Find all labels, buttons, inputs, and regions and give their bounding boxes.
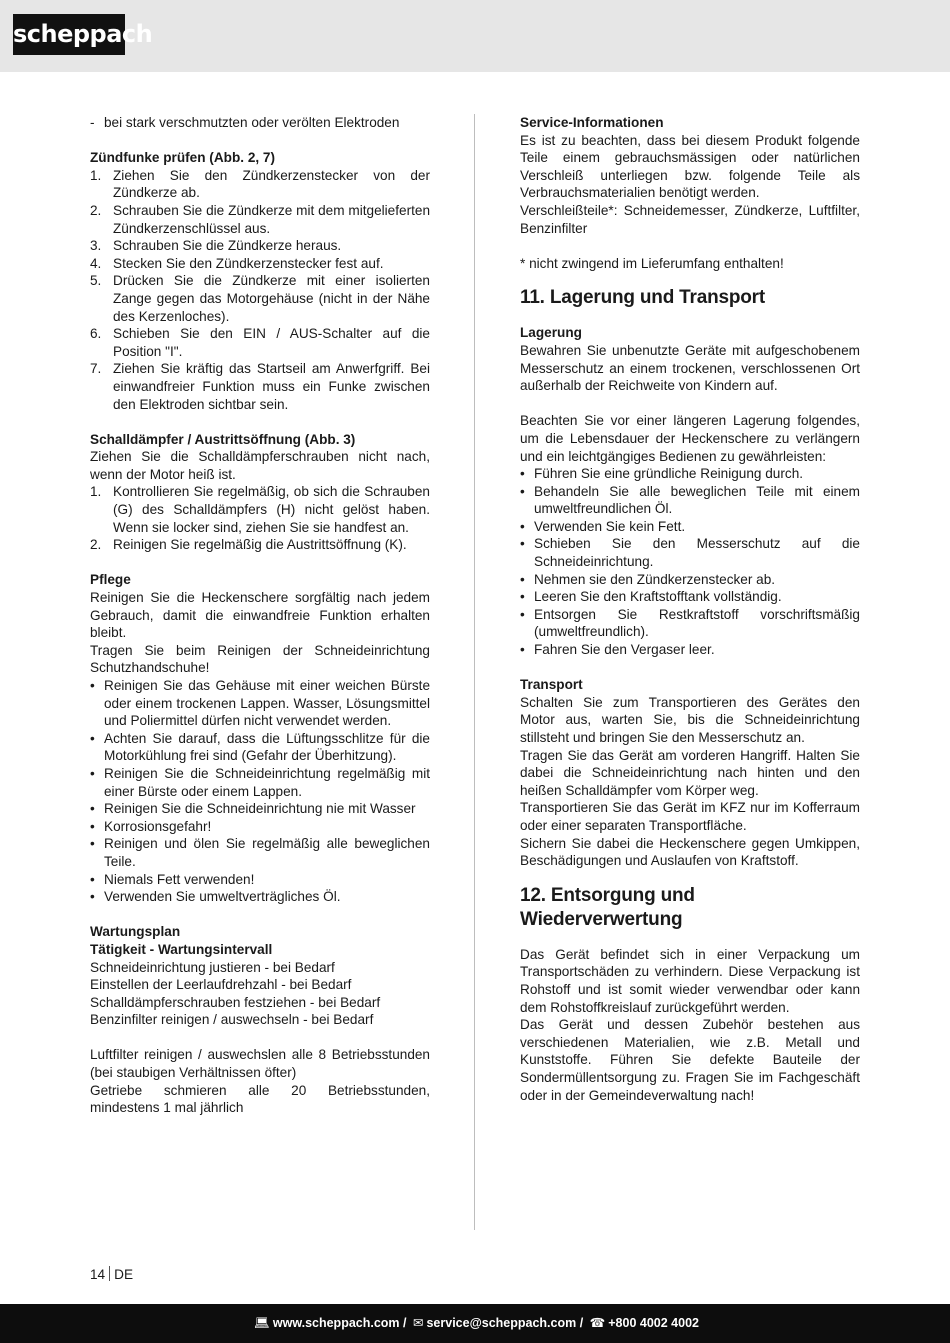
transport-paragraph: Transportieren Sie das Gerät im KFZ nur im Kofferraum oder einer separaten Transportfläche. [520,800,860,833]
care-paragraph: Reinigen Sie die Heckenschere sorgfältig nach jedem Gebrauch, damit die einwandfreie Funktion erhalten bleibt. [90,590,430,641]
list-item: • Leeren Sie den Kraftstofftank vollständig. [520,589,782,605]
list-item: 2. Schrauben Sie die Zündkerze mit dem mitgelieferten Zündkerzenschlüssel aus. [90,202,430,236]
page-footer [0,1304,950,1343]
list-item: 5. Drücken Sie die Zündkerze mit einer isolierten Zange gegen das Motorgehäuse (nicht in der Nähe des Kerzenloches). [90,273,430,324]
left-column [90,114,430,1117]
maintenance-line: Schneideinrichtung justieren - bei Bedarf [90,959,335,975]
page-header [0,0,950,72]
list-item: 3. Schrauben Sie die Zündkerze heraus. [90,238,342,254]
disposal-paragraph: Das Gerät befindet sich in einer Verpackung um Transportschäden zu verhindern. Diese Verpackung ist Rohstoff und ist somit wieder verwendbar oder kann dem Rohstoffkreislauf zurückgeführt werden. [520,946,860,1015]
page-number-separator [109,1266,110,1281]
list-item: 1. Ziehen Sie den Zündkerzenstecker von der Zündkerze ab. [90,167,430,201]
list-item: • Korrosionsgefahr! [90,818,212,834]
list-item: 1. Kontrollieren Sie regelmäßig, ob sich die Schrauben (G) des Schalldämpfers (H) nicht gelöst haben. Wenn sie locker sind, ziehen Sie sie handfest an. [90,484,430,535]
list-item: • Reinigen Sie das Gehäuse mit einer weichen Bürste oder einem trockenen Lappen. Wasser, Lösungsmittel und Poliermittel dürfen nicht verwendet werden. [90,678,430,729]
muffler-text: Ziehen Sie die Schalldämpferschrauben nicht nach, wenn der Motor heiß ist. [90,449,430,482]
storage-bullets [520,465,860,659]
brand-logo: scheppach [13,14,125,55]
mail-icon: ✉︎ [412,1316,424,1330]
transport-paragraph: Schalten Sie zum Transportieren des Gerätes den Motor aus, warten Sie, bis die Schneideinrichtung stillsteht und bringen Sie den Messerschutz an. [520,694,860,745]
transport-paragraph: Sichern Sie dabei die Heckenschere gegen Umkippen, Beschädigungen und Auslaufen von Kraftstoff. [520,835,860,869]
muffler-heading: Schalldämpfer / Austrittsöffnung (Abb. 3) [90,431,356,447]
care-paragraph: Tragen Sie beim Reinigen der Schneideinrichtung Schutzhandschuhe! [90,642,430,676]
service-paragraph: Verschleißteile*: Schneidemesser, Zündkerze, Luftfilter, Benzinfilter [520,202,860,236]
list-item: • Schieben Sie den Messerschutz auf die Schneideinrichtung. [520,536,860,570]
maintenance-line: Schalldämpferschrauben festziehen - bei Bedarf [90,994,381,1010]
intro-list [90,114,430,132]
list-item: • Entsorgen Sie Restkraftstoff vorschriftsmäßig (umweltfreundlich). [520,606,860,640]
transport-paragraph: Tragen Sie das Gerät am vorderen Hangriff. Halten Sie dabei die Schneideinrichtung nach hinten und den heißen Schalldämpfer vom Körper weg. [520,747,860,798]
spark-steps [90,167,430,413]
list-item: • Verwenden Sie umweltverträgliches Öl. [90,889,341,905]
page-number [90,1266,133,1282]
section-title-storage: 11. Lagerung und Transport [520,287,766,309]
storage-paragraph: Beachten Sie vor einer längeren Lagerung folgendes, um die Lebensdauer der Heckenschere zu verlängern und ein leichtgängiges Bedienen zu gewährleisten: [520,413,860,464]
storage-heading: Lagerung [520,325,582,341]
list-item: • Verwenden Sie kein Fett. [520,518,686,534]
list-item: • Reinigen Sie die Schneideinrichtung nie mit Wasser [90,801,416,817]
disposal-paragraph: Das Gerät und dessen Zubehör bestehen aus verschiedenen Materialien, wie z.B. Metall und Kunststoffe. Führen Sie defekte Bauteile der Sondermüllentsorgung zu. Fragen Sie im Fachgeschäft oder in der Gemeindeverwaltung nach! [520,1017,860,1103]
muffler-steps [90,483,430,553]
list-item: 7. Ziehen Sie kräftig das Startseil am Anwerfgriff. Bei einwandfreier Funktion muss ein Funke zwischen den Elektroden sichtbar sein. [90,361,430,412]
maintenance-paragraph: Getriebe schmieren alle 20 Betriebsstunden, mindestens 1 mal jährlich [90,1082,430,1116]
list-item: • Nehmen sie den Zündkerzenstecker ab. [520,571,776,587]
service-note: * nicht zwingend im Lieferumfang enthalten! [520,255,784,271]
service-paragraph: Es ist zu beachten, dass bei diesem Produkt folgende Teile einem gebrauchsmässigen oder natürlichen Verschleiß unterliegen bzw. folgende Teile als Verbrauchsmaterialien benötigt werden. [520,132,860,201]
list-item: 4. Stecken Sie den Zündkerzenstecker fest auf. [90,255,384,271]
storage-paragraph: Bewahren Sie unbenutzte Geräte mit aufgeschobenem Messerschutz an einem trockenen, verschlossenen Ort außerhalb der Reichweite von Kindern auf. [520,342,860,394]
list-item: • Reinigen Sie die Schneideinrichtung regelmäßig mit einer Bürste oder einem Lappen. [90,765,430,799]
maintenance-line: Benzinfilter reinigen / auswechseln - bei Bedarf [90,1012,374,1028]
footer-phone[interactable]: +800 4002 4002 [608,1316,699,1330]
column-divider [474,114,475,1230]
footer-website[interactable]: www.scheppach.com / [272,1316,407,1330]
footer-email[interactable]: service@scheppach.com / [426,1316,584,1330]
maintenance-heading: Wartungsplan [90,924,181,940]
list-item: 6. Schieben Sie den EIN / AUS-Schalter auf die Position "I". [90,326,430,359]
maintenance-line: Einstellen der Leerlaufdrehzahl - bei Bedarf [90,977,352,993]
phone-icon: ☎︎ [589,1316,606,1330]
list-item: • Behandeln Sie alle beweglichen Teile mit einem umweltfreundlichen Öl. [520,483,860,517]
care-bullets [90,677,430,906]
maintenance-paragraph: Luftfilter reinigen / auswechslen alle 8 Betriebsstunden (bei staubigen Verhältnissen öfter) [90,1047,430,1081]
list-item: 2. Reinigen Sie regelmäßig die Austrittsöffnung (K). [90,537,407,553]
page-number-value: 14 [90,1267,106,1282]
section-title-disposal: 12. Entsorgung und Wiederverwertung [520,884,695,930]
list-item: - bei stark verschmutzten oder verölten Elektroden [90,115,400,130]
transport-heading: Transport [520,677,583,693]
spark-heading: Zündfunke prüfen (Abb. 2, 7) [90,150,276,166]
page-language: DE [114,1267,134,1282]
list-item: • Reinigen und ölen Sie regelmäßig alle beweglichen Teile. [90,836,430,869]
right-column [520,114,860,1104]
maintenance-subheading: Tätigkeit - Wartungsintervall [90,941,273,957]
service-heading: Service-Informationen [520,115,664,130]
care-heading: Pflege [90,572,131,588]
list-item: • Fahren Sie den Vergaser leer. [520,642,715,658]
list-item: • Führen Sie eine gründliche Reinigung durch. [520,466,804,482]
list-item: • Achten Sie darauf, dass die Lüftungsschlitze für die Motorkühlung frei sind (Gefahr der Überhitzung). [90,730,430,764]
list-item: • Niemals Fett verwenden! [90,871,255,887]
computer-icon: 💻︎ [254,1316,270,1330]
